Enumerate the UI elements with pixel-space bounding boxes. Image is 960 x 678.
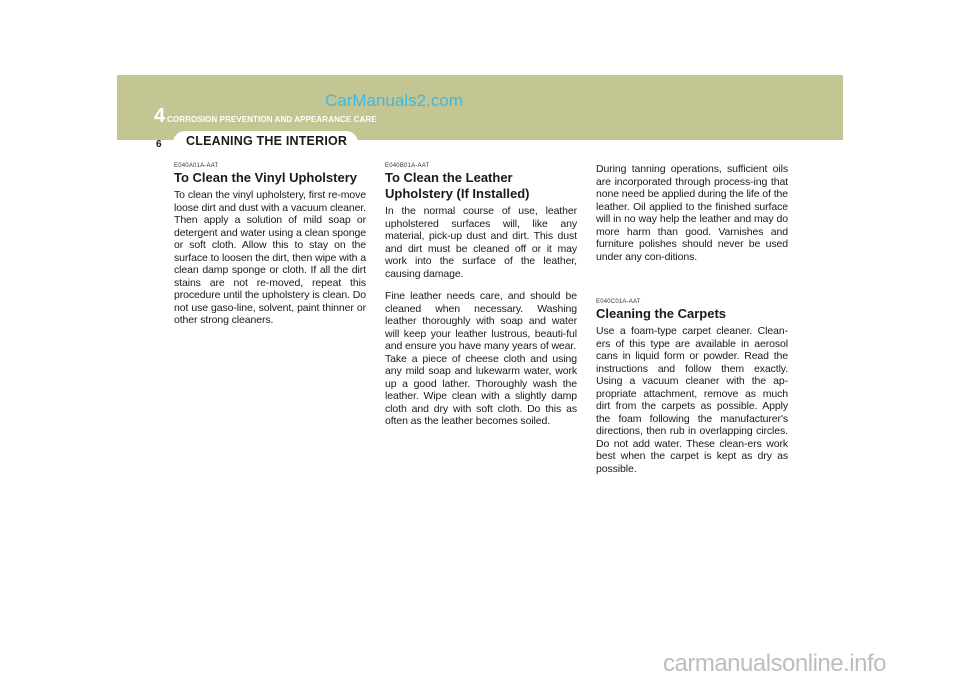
section-code: E040B01A-AAT	[385, 163, 430, 169]
section-code: E040C01A-AAT	[596, 299, 641, 305]
section-title: CLEANING THE INTERIOR	[186, 134, 348, 148]
column-leather-upholstery	[385, 163, 577, 428]
section-heading: To Clean the Leather Upholstery (If Installed)	[385, 170, 530, 201]
column-carpets	[596, 163, 788, 475]
paragraph: Take a piece of cheese cloth and using any mild soap and lukewarm water, work up a good lather. Thoroughly wash the leather. Wipe clean with a slightly damp cloth and dry with soft cloth. Do this as often as the leather becomes soiled.	[385, 352, 577, 427]
chapter-title: CORROSION PREVENTION AND APPEARANCE CARE	[167, 115, 377, 124]
paragraph: Use a foam-type carpet cleaner. Clean-ers of this type are available in aerosol cans in liquid form or powder. Read the instructions and follow them exactly. Using a vacuum cleaner with the ap-propriate attachment, remove as much dirt from the carpets as possible. Apply the foam following the manufacturer's directions, then rub in overlapping circles. Do not add water. These clean-ers work best when the carpet is kept as dry as possible.	[596, 325, 788, 475]
footer-watermark: carmanualsonline.info	[663, 650, 886, 677]
paragraph: Fine leather needs care, and should be cleaned when necessary. Washing leather thoroughly with soap and water will keep your leather lustrous, beauti-ful and ensure you have many years of wear.	[385, 290, 577, 352]
watermark-top-link[interactable]: CarManuals2.com	[325, 91, 463, 110]
page-number: 6	[156, 139, 162, 150]
column-vinyl-upholstery	[174, 163, 366, 327]
section-heading: To Clean the Vinyl Upholstery	[174, 170, 357, 185]
paragraph: In the normal course of use, leather upholstered surfaces will, like any material, pick-up dust and dirt. This dust and dirt must be cleaned off or it may work into the surface of the leather, causing damage.	[385, 205, 577, 280]
section-code: E040A01A-AAT	[174, 163, 219, 169]
chapter-number: 4	[154, 105, 166, 127]
paragraph: To clean the vinyl upholstery, first re-move loose dirt and dust with a vacuum cleaner. Then apply a solution of mild soap or detergent and water using a clean sponge or soft cloth. Allow this to stay on the surface to loosen the dirt, then wipe with a clean damp sponge or cloth. If all the dirt stains are not re-moved, repeat this procedure until the upholstery is clean. Do not use gaso-line, solvent, paint thinner or other strong cleaners.	[174, 189, 366, 326]
paragraph-intro: During tanning operations, sufficient oils are incorporated through process-ing that none need be applied during the life of the leather. Oil applied to the finished surface will in no way help the leather and may do more harm than good. Varnishes and furniture polishes should never be used under any con-ditions.	[596, 163, 788, 263]
section-heading: Cleaning the Carpets	[596, 306, 727, 321]
